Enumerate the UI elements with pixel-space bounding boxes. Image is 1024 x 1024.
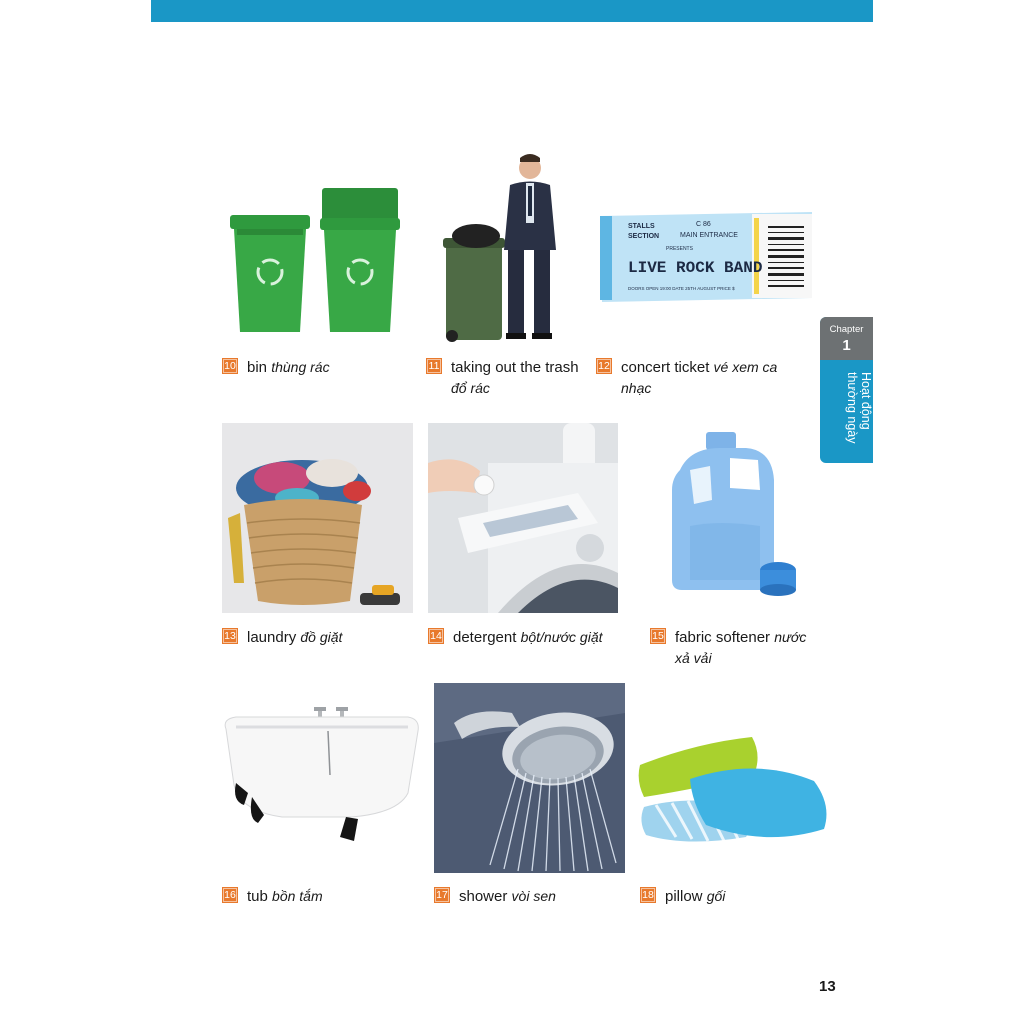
item-term: tub [247, 888, 268, 905]
item-term: fabric softener [675, 629, 771, 646]
ticket-stalls: STALLS [628, 223, 655, 230]
item-caption [428, 627, 638, 648]
item-translation: thùng rác [271, 359, 330, 375]
chapter-number: 1 [842, 337, 851, 354]
chapter-tab[interactable] [820, 317, 873, 463]
ticket-presents: PRESENTS [666, 246, 693, 252]
ticket-entrance: MAIN ENTRANCE [680, 232, 738, 239]
item-translation: vòi sen [511, 888, 556, 904]
item-number-badge: 13 [222, 628, 238, 644]
item-translation: gối [706, 888, 726, 904]
taking-out-trash-image [438, 150, 578, 345]
detergent-image [428, 423, 618, 613]
chapter-label: Chapter [829, 324, 864, 335]
item-term: concert ticket [621, 359, 710, 376]
item-caption [222, 627, 412, 648]
page-number: 13 [819, 978, 836, 995]
item-term: taking out the trash [451, 359, 579, 376]
ticket-seat: C 86 [696, 221, 711, 228]
item-term: detergent [453, 629, 517, 646]
pillow-image [636, 725, 836, 850]
laundry-image [222, 423, 413, 613]
item-number-badge: 15 [650, 628, 666, 644]
item-term: pillow [665, 888, 703, 905]
shower-image [434, 683, 625, 873]
item-translation: đồ giặt [300, 629, 343, 645]
item-translation: vé xem ca nhạc [621, 359, 778, 396]
header-bar [151, 0, 873, 22]
item-term: laundry [247, 629, 297, 646]
item-number-badge: 16 [222, 887, 238, 903]
ticket-section: SECTION [628, 233, 660, 240]
item-caption [222, 357, 412, 378]
bin-image [222, 180, 412, 340]
item-caption [426, 357, 586, 399]
tub-image [222, 705, 422, 845]
ticket-date: DOORS OPEN 19:00 DATE 25TH AUGUST PRICE $ [628, 286, 735, 291]
item-number-badge: 18 [640, 887, 656, 903]
concert-ticket-image [598, 210, 814, 302]
chapter-section-title: Hoạt động thường ngày [845, 372, 873, 444]
item-caption [434, 886, 624, 907]
item-term: shower [459, 888, 508, 905]
item-translation: đổ rác [451, 380, 490, 396]
item-number-badge: 12 [596, 358, 612, 374]
item-translation: nước xả vải [675, 629, 807, 666]
item-number-badge: 11 [426, 358, 442, 374]
item-number-badge: 17 [434, 887, 450, 903]
item-caption [640, 886, 820, 907]
item-caption [596, 357, 806, 399]
item-term: bin [247, 359, 268, 376]
fabric-softener-image [660, 430, 800, 598]
item-translation: bột/nước giặt [520, 629, 603, 645]
item-caption [222, 886, 412, 907]
item-number-badge: 10 [222, 358, 238, 374]
item-caption [650, 627, 820, 669]
item-number-badge: 14 [428, 628, 444, 644]
item-translation: bồn tắm [272, 888, 323, 904]
ticket-band: LIVE ROCK BAND [628, 259, 763, 277]
chapter-tab-header [820, 317, 873, 360]
